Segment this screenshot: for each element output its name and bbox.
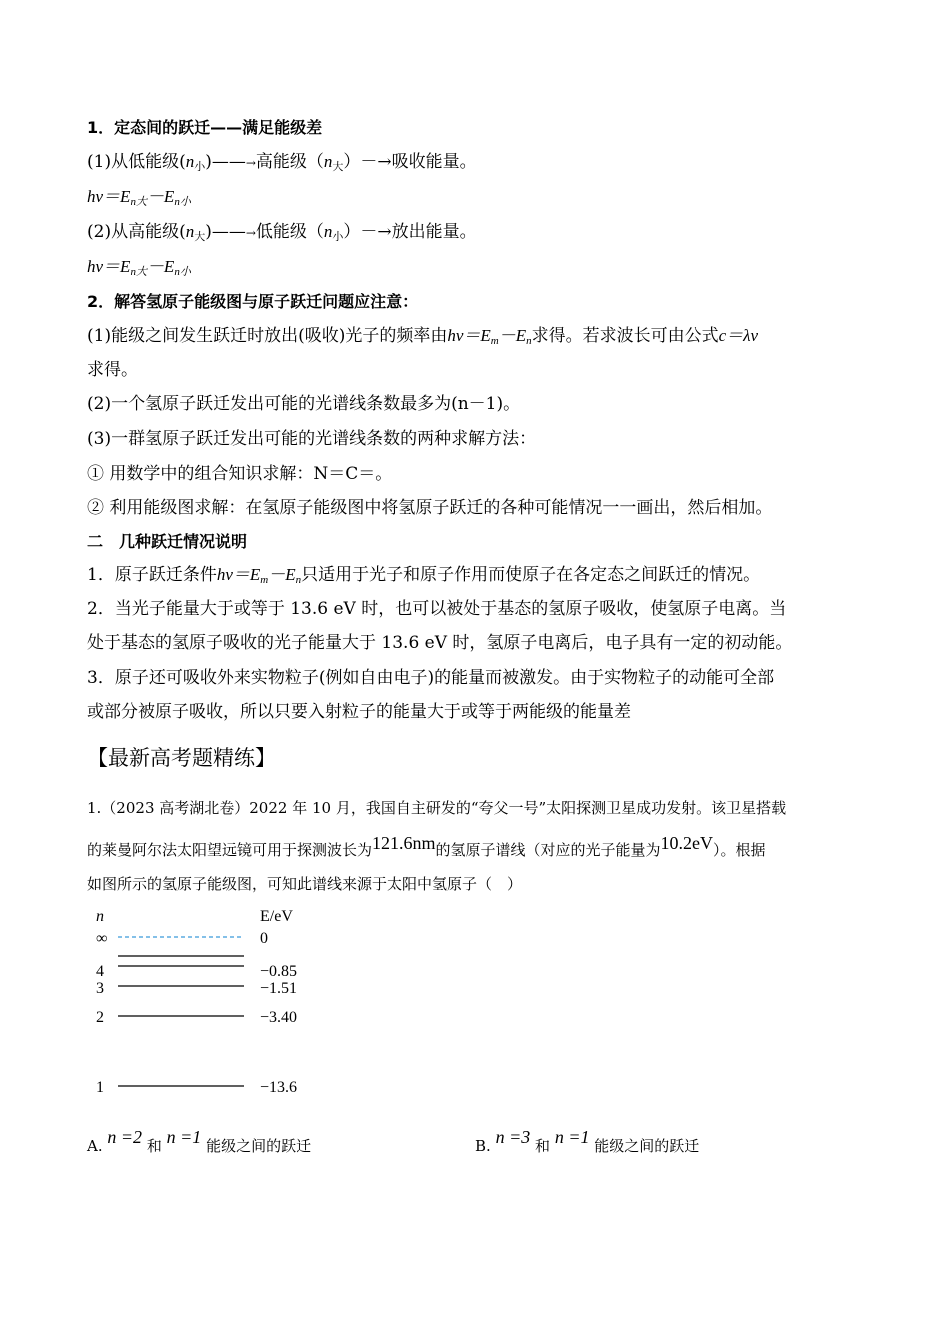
text: (2)从高能级( [87, 222, 186, 242]
option-a-label: A. [87, 1137, 103, 1155]
level-n-3: 3 [96, 980, 104, 997]
line-high-to-low [87, 220, 477, 246]
case-condition [87, 563, 760, 589]
level-n-4: 4 [96, 963, 104, 980]
text: 和 [535, 1137, 551, 1155]
subscript: n小 [174, 266, 191, 278]
var-n: n [323, 222, 333, 241]
subscript: n大 [130, 196, 147, 208]
arrow-icon: → [377, 222, 392, 242]
formula-part: －E [146, 187, 175, 206]
formula-part: hν＝E [87, 257, 131, 276]
subscript: m [260, 574, 269, 586]
question-line-1: 1.（2023 高考湖北卷）2022 年 10 月，我国自主研发的“夸父一号”太阳探测卫星成功发射。该卫星搭载 [87, 799, 787, 817]
subscript: 小 [194, 160, 206, 173]
level-n-2: 2 [96, 1009, 104, 1026]
formula-part: －E [146, 257, 175, 276]
note-frequency-cont: 求得。 [87, 360, 138, 380]
method-diagram: ② 利用能级图求解：在氢原子能级图中将氢原子跃迁的各种可能情况一一画出，然后相加。 [87, 498, 773, 518]
practice-header: 【最新高考题精练】 [87, 746, 276, 770]
arrow-icon: → [245, 156, 256, 170]
text: 放出能量。 [391, 222, 477, 242]
text: 和 [146, 1137, 162, 1155]
n-axis-label: n [96, 908, 104, 925]
energy-value: 10.2eV [660, 833, 714, 853]
text: 高能级（ [255, 152, 324, 172]
text: 的莱曼阿尔法太阳望远镜可用于探测波长为 [87, 841, 373, 859]
option-b-n1: n =3 [495, 1127, 531, 1147]
subscript: 小 [332, 230, 344, 243]
question-line-2 [87, 833, 766, 861]
subscript: n大 [130, 266, 147, 278]
option-a-text: 能级之间的跃迁 [206, 1137, 312, 1155]
option-b-text: 能级之间的跃迁 [594, 1137, 700, 1155]
option-b[interactable] [475, 1127, 700, 1157]
text: )—— [205, 152, 246, 172]
text: (1)能级之间发生跃迁时放出(吸收)光子的频率由 [87, 326, 448, 346]
option-b-n2: n =1 [554, 1127, 590, 1147]
option-a[interactable] [87, 1127, 312, 1157]
note-single-atom: (2)一个氢原子跃迁发出可能的光谱线条数最多为(n－1)。 [87, 394, 521, 414]
text: 1．原子跃迁条件 [87, 565, 217, 585]
formula-emit [87, 255, 191, 281]
text: 吸收能量。 [391, 152, 477, 172]
note-frequency [87, 324, 758, 350]
subscript: n [295, 574, 302, 586]
formula-absorb [87, 185, 191, 211]
level-n-inf: ∞ [96, 930, 108, 947]
var-n: n [185, 152, 195, 171]
formula-part: －E [498, 326, 527, 345]
subscript: 大 [332, 160, 344, 173]
energy-level-diagram [90, 905, 330, 1105]
text: ）－ [343, 222, 378, 242]
level-e-3: −1.51 [260, 980, 298, 997]
formula-part: c＝λν [718, 326, 759, 345]
text: ）－ [343, 152, 378, 172]
question-line-3: 如图所示的氢原子能级图，可知此谱线来源于太阳中氢原子（ ） [87, 875, 523, 893]
text: 求得。若求波长可由公式 [531, 326, 719, 346]
level-e-1: −13.6 [260, 1079, 298, 1096]
arrow-icon: → [245, 226, 256, 240]
option-a-n2: n =1 [166, 1127, 202, 1147]
subscript: n小 [174, 196, 191, 208]
case-particle-l2: 或部分被原子吸收，所以只要入射粒子的能量大于或等于两能级的能量差 [87, 702, 631, 722]
section-title-notes: 2．解答氢原子能级图与原子跃迁问题应注意： [87, 292, 419, 311]
level-e-inf: 0 [260, 930, 268, 947]
subscript: m [490, 335, 499, 347]
text: 低能级（ [255, 222, 324, 242]
formula-part: hν＝E [87, 187, 131, 206]
var-n: n [185, 222, 195, 241]
subscript: n [526, 335, 532, 347]
section-title-cases: 二 几种跃迁情况说明 [87, 532, 248, 551]
arrow-icon: → [377, 152, 392, 172]
text: 只适用于光子和原子作用而使原子在各定态之间跃迁的情况。 [301, 565, 761, 585]
section-title-transition: 1．定态间的跃迁——满足能级差 [87, 118, 323, 137]
method-combination: ① 用数学中的组合知识求解：N＝C＝。 [87, 464, 393, 484]
option-b-label: B. [475, 1137, 491, 1155]
case-ionization-l2: 处于基态的氢原子吸收的光子能量大于 13.6 eV 时，氢原子电离后，电子具有一定的初动能。 [87, 633, 793, 653]
note-group-atoms: (3)一群氢原子跃迁发出可能的光谱线条数的两种求解方法： [87, 429, 537, 449]
e-axis-label: E/eV [260, 908, 293, 925]
formula-part: hν＝E [447, 326, 491, 345]
subscript: 大 [194, 230, 206, 243]
text: (1)从低能级( [87, 152, 186, 172]
formula-part: hν＝E [216, 565, 261, 584]
text: 的氢原子谱线（对应的光子能量为 [435, 841, 661, 859]
case-particle-l1: 3．原子还可吸收外来实物粒子(例如自由电子)的能量而被激发。由于实物粒子的动能可全部 [87, 668, 775, 688]
text: )—— [205, 222, 246, 242]
level-n-1: 1 [96, 1079, 104, 1096]
wavelength-value: 121.6nm [372, 833, 436, 853]
formula-part: －E [268, 565, 296, 584]
text: ）。根据 [713, 841, 766, 859]
line-low-to-high [87, 150, 477, 176]
case-ionization-l1: 2．当光子能量大于或等于 13.6 eV 时，也可以被处于基态的氢原子吸收，使氢原子电离。当 [87, 599, 787, 619]
level-e-4: −0.85 [260, 963, 298, 980]
level-e-2: −3.40 [260, 1009, 298, 1026]
var-n: n [323, 152, 333, 171]
option-a-n1: n =2 [107, 1127, 143, 1147]
